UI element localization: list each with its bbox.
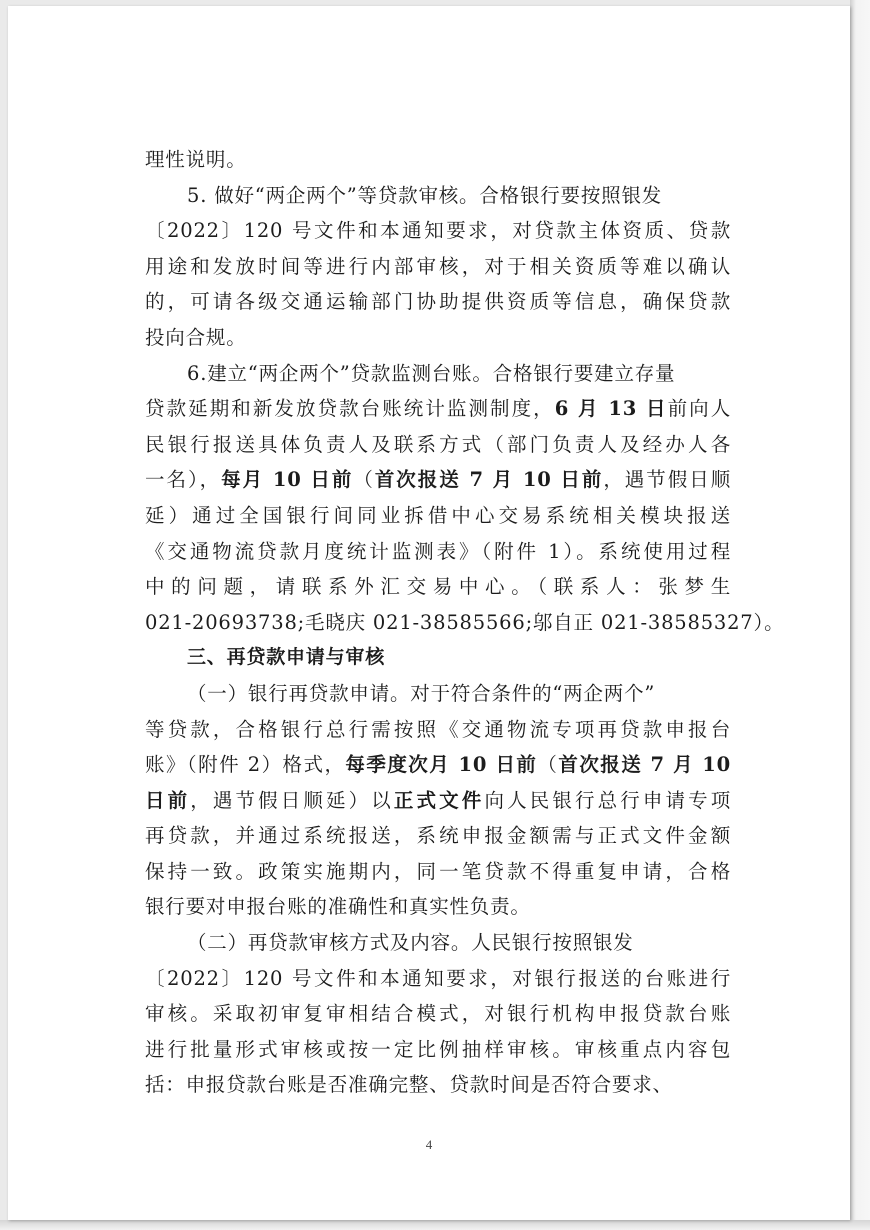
text-run: 账》（附件 2）格式，: [145, 753, 346, 777]
text-run: 〔2022〕120 号文件和本通知要求，对银行报送的台账进行: [145, 966, 731, 990]
bold-text-run: 正式文件: [393, 788, 485, 812]
text-run: （一）银行再贷款申请。对于符合条件的“两企两个”: [187, 681, 656, 705]
text-run: 6.建立“两企两个”贷款监测台账。合格银行要建立存量: [187, 361, 676, 385]
text-run: 审核。采取初审复审相结合模式，对银行机构申报贷款台账: [145, 1002, 731, 1026]
text-run: 理性说明。: [145, 148, 247, 171]
text-line: [145, 534, 731, 570]
text-run: 延）通过全国银行间同业拆借中心交易系统相关模块报送: [145, 503, 731, 527]
page-edge-right: [850, 0, 870, 1230]
text-line: [145, 462, 731, 498]
text-line: [145, 142, 731, 178]
text-run: 一名），: [145, 468, 222, 492]
text-line: [145, 427, 731, 463]
text-run: 保持一致。政策实施期内，同一笔贷款不得重复申请，合格: [145, 859, 731, 883]
text-run: 银行要对申报台账的准确性和真实性负责。: [145, 895, 531, 919]
bold-text-run: 每月 10 日前: [221, 468, 354, 492]
text-line: [145, 747, 731, 783]
text-run: 用途和发放时间等进行内部审核，对于相关资质等难以确认: [145, 254, 731, 278]
bold-text-run: 6 月 13 日: [554, 397, 668, 421]
page-number: 4: [425, 1137, 433, 1152]
text-run: 〔2022〕120 号文件和本通知要求，对贷款主体资质、贷款: [145, 219, 731, 243]
text-line: [145, 320, 731, 356]
text-run: 进行批量形式审核或按一定比例抽样审核。审核重点内容包: [145, 1037, 731, 1061]
text-run: 《交通物流贷款月度统计监测表》（附件 1）。系统使用过程: [145, 539, 731, 563]
bold-text-run: 每季度次月 10 日前: [345, 753, 538, 777]
text-line: [145, 178, 731, 214]
text-run: 再贷款，并通过系统报送，系统申报金额需与正式文件金额: [145, 824, 731, 848]
text-run: 民银行报送具体负责人及联系方式（部门负责人及经办人各: [145, 432, 731, 456]
section-heading: [145, 640, 731, 676]
text-run: （二）再贷款审核方式及内容。人民银行按照银发: [187, 931, 634, 955]
text-line: [145, 213, 731, 249]
text-run: ，遇节假日顺: [603, 468, 731, 492]
text-run: 中的问题，请联系外汇交易中心。（联系人：张梦生: [145, 575, 731, 599]
text-line: [145, 961, 731, 997]
text-run: 贷款延期和新发放贷款台账统计监测制度，: [145, 397, 555, 421]
text-run: 投向合规。: [145, 325, 247, 349]
bold-text-run: 首次报送 7 月 10: [558, 753, 732, 777]
text-line: [145, 712, 731, 748]
text-line: [145, 356, 731, 392]
text-line: [145, 249, 731, 285]
text-run: （: [353, 468, 375, 492]
text-line: [145, 854, 731, 890]
text-line: [145, 284, 731, 320]
text-run: 021-20693738;毛晓庆 021-38585566;邬自正 021-38585327）。: [145, 610, 785, 634]
text-line: [145, 783, 731, 819]
text-run: 前向人: [667, 397, 731, 421]
text-line: [145, 569, 731, 605]
document-page: [8, 6, 850, 1220]
text-line: [145, 925, 731, 961]
text-line: [145, 391, 731, 427]
text-run: （: [537, 753, 559, 777]
text-line: [145, 996, 731, 1032]
text-line: [145, 605, 785, 641]
text-line: [145, 1032, 731, 1068]
bold-text-run: 日前: [145, 788, 191, 812]
text-run: 括：申报贷款台账是否准确完整、贷款时间是否符合要求、: [145, 1073, 673, 1097]
text-line: [145, 889, 731, 925]
bold-text-run: 首次报送 7 月 10 日前: [374, 468, 604, 492]
text-run: 的，可请各级交通运输部门协助提供资质等信息，确保贷款: [145, 290, 731, 314]
document-body: [145, 142, 785, 1103]
text-line: [145, 1067, 731, 1103]
text-run: ，遇节假日顺延）以: [190, 788, 394, 812]
text-run: 等贷款，合格银行总行需按照《交通物流专项再贷款申报台: [145, 717, 731, 741]
text-line: [145, 676, 731, 712]
text-run: 三、再贷款申请与审核: [187, 646, 386, 669]
text-line: [145, 498, 731, 534]
text-run: 向人民银行总行申请专项: [484, 788, 732, 812]
text-line: [145, 818, 731, 854]
text-run: 5. 做好“两企两个”等贷款审核。合格银行要按照银发: [187, 183, 663, 207]
page-edge-bottom: [0, 1220, 870, 1230]
